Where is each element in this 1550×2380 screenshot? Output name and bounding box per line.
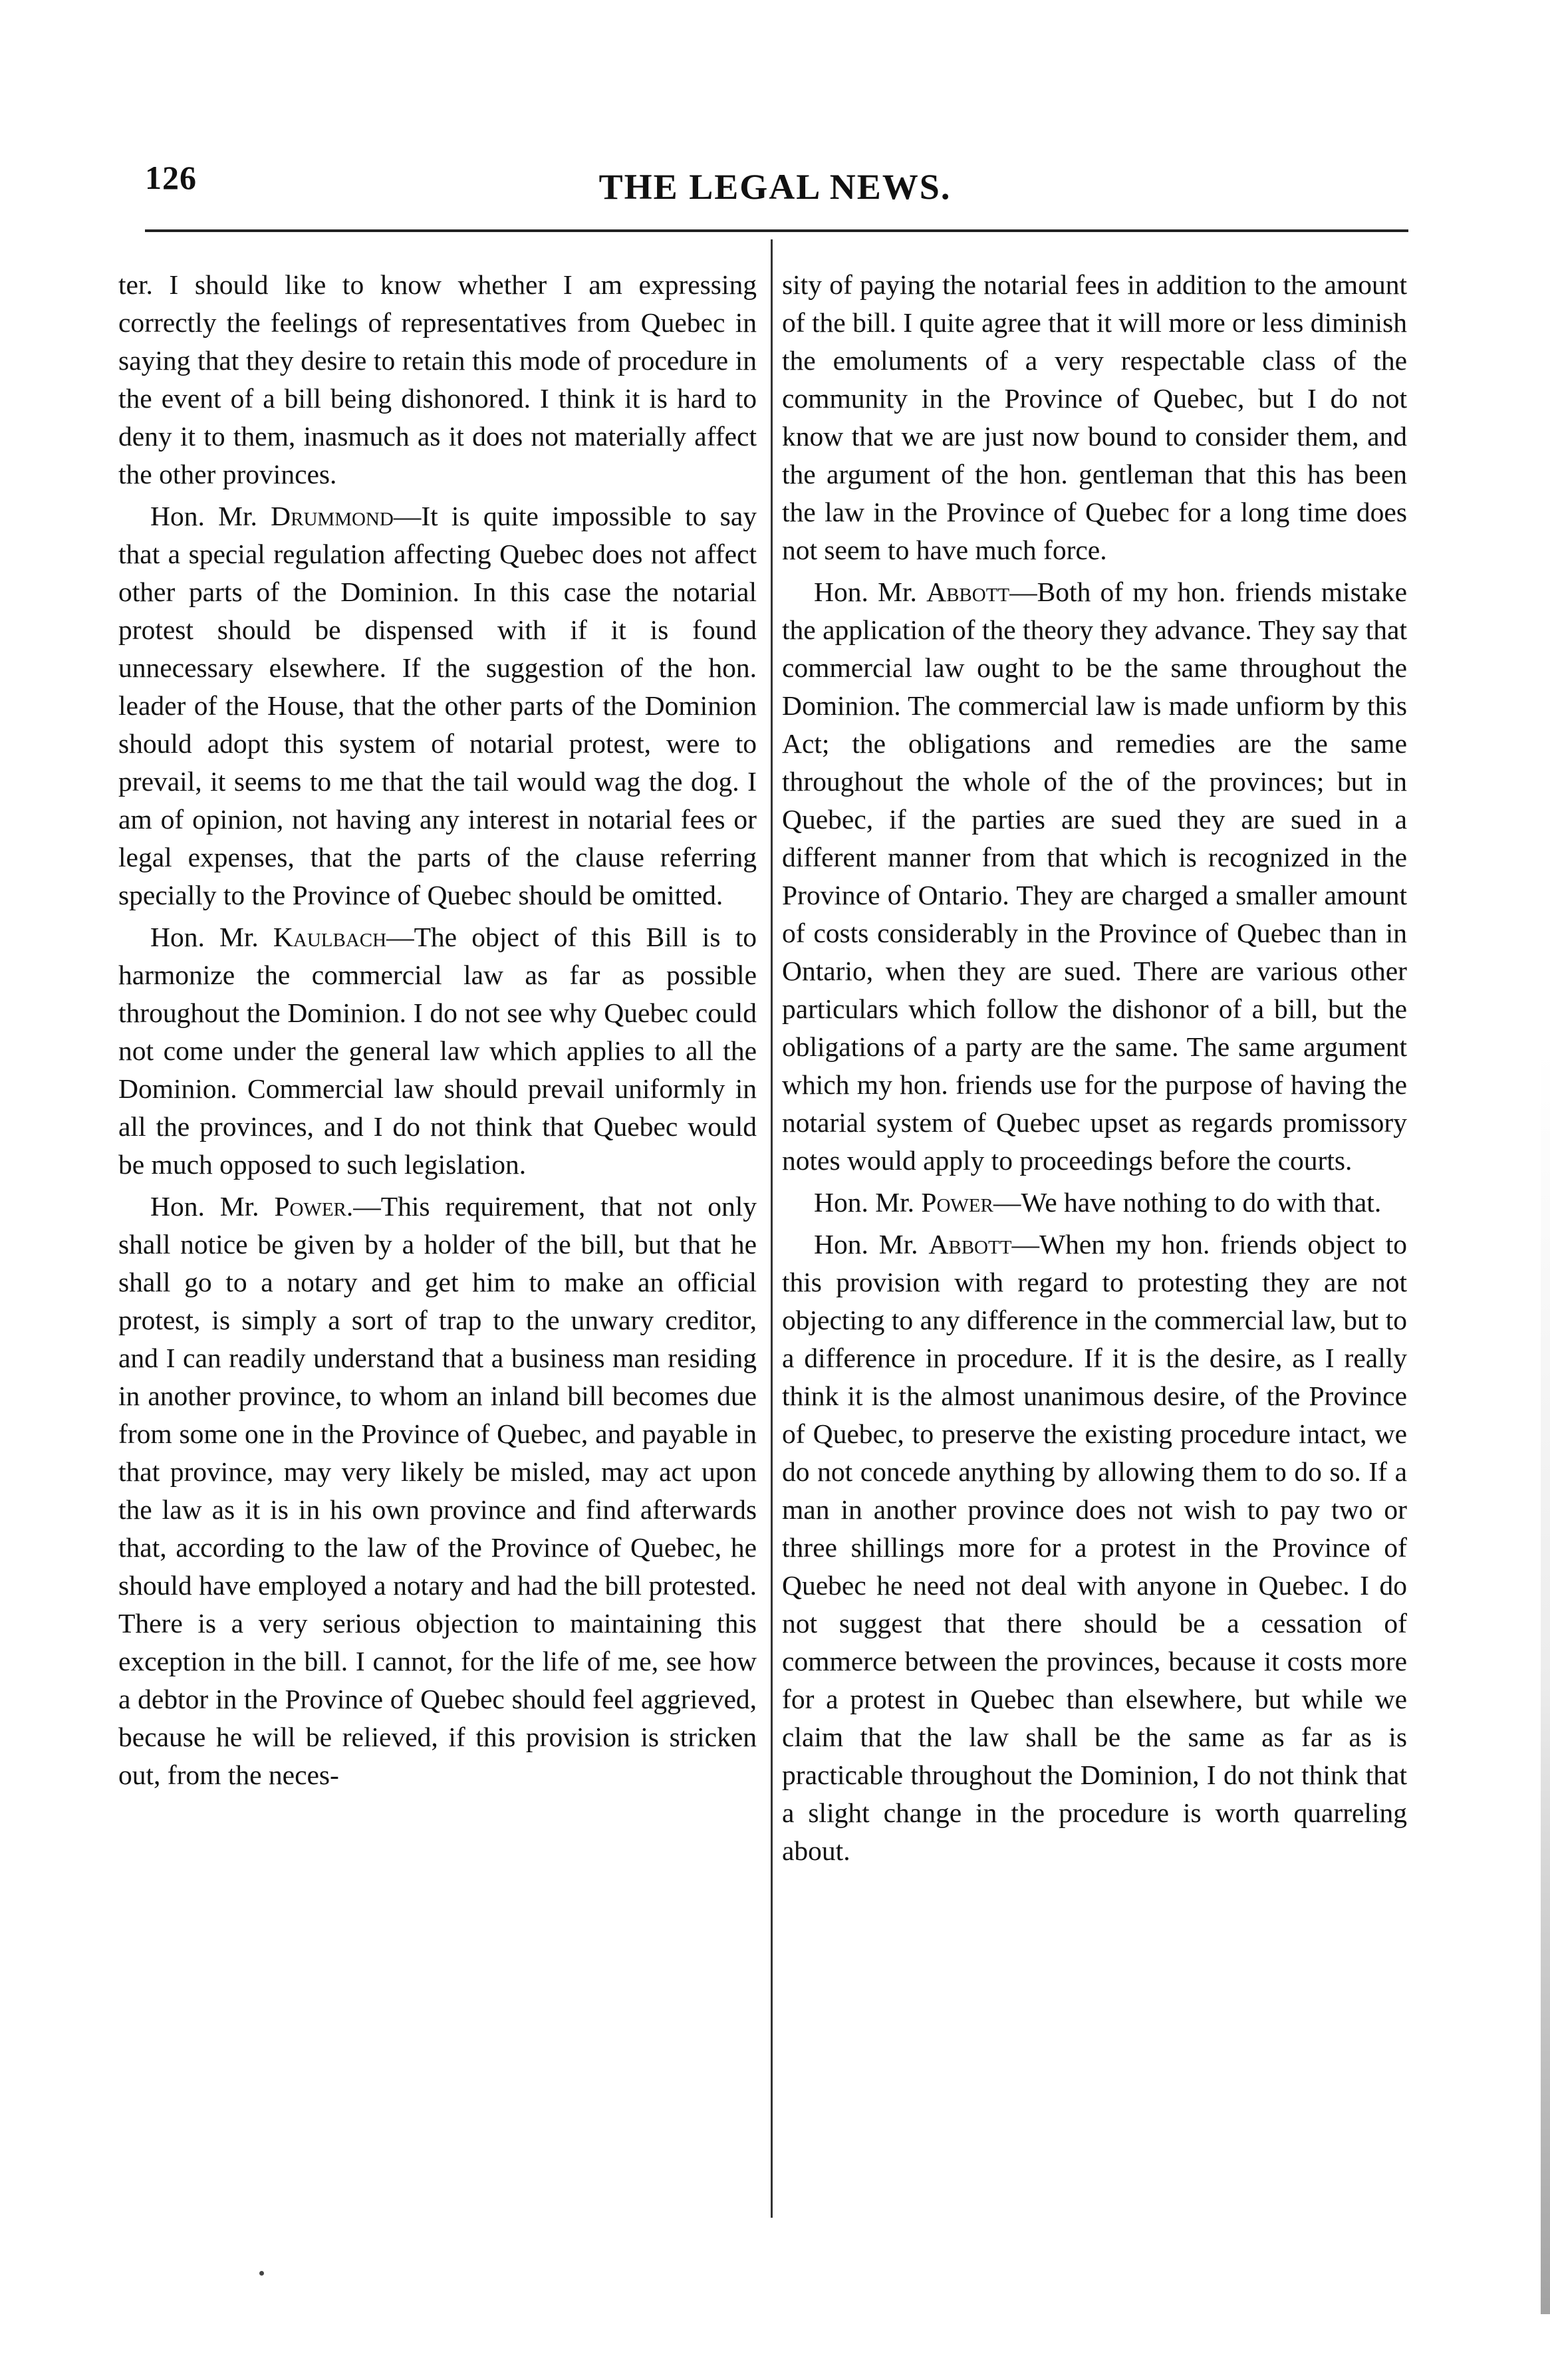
right-column bbox=[782, 266, 1407, 1874]
stray-mark bbox=[259, 2271, 264, 2276]
speaker-name: Abbott bbox=[928, 1229, 1012, 1259]
paragraph bbox=[118, 918, 757, 1184]
page-number: 126 bbox=[145, 159, 197, 196]
header-rule bbox=[145, 229, 1408, 232]
paragraph bbox=[118, 266, 757, 493]
page-edge-shadow bbox=[1541, 1051, 1550, 2314]
speaker-name: Abbott bbox=[926, 577, 1010, 607]
speaker-name: Power bbox=[921, 1187, 993, 1218]
paragraph-text: .—This requirement, that not only shall notice be given by a holder of the bill, but that he shall go to a notary and get him to make an official protest, is simply a sort of trap to the unwary creditor, and I can readily understand that a business man residing in another province, to whom an inland bill becomes due from some one in the Province of Quebec, and payable in that province, may very likely be misled, may act upon the law as it is in his own province and find afterwards that, according to the law of the Province of Quebec, he should have employed a notary and had the bill protested. There is a very serious objection to maintaining this exception in the bill. I cannot, for the life of me, see how a debtor in the Province of Quebec should feel aggrieved, because he will be relieved, if this provision is stricken out, from the neces- bbox=[118, 1191, 757, 1790]
running-title: THE LEGAL NEWS. bbox=[598, 167, 952, 207]
speaker-prefix: Hon. Mr. bbox=[814, 1187, 922, 1218]
speaker-prefix: Hon. Mr. bbox=[150, 1191, 275, 1222]
paragraph-text: —When my hon. friends object to this provision with regard to protesting they are not objecting to any difference in the commercial law, but to a difference in procedure. If it is the desire, as I really think it is the almost unanimous desire, of the Province of Quebec, to preserve the existing procedure intact, we do not concede anything by allowing them to do so. If a man in another province does not wish to pay two or three shillings more for a protest in the Province of Quebec he need not deal with anyone in Quebec. I do not suggest that there should be a cessation of commerce between the provinces, because it costs more for a protest in Quebec than elsewhere, but while we claim that the law shall be the same as far as is practicable throughout the Dominion, I do not think that a slight change in the procedure is worth quarreling about. bbox=[782, 1229, 1407, 1866]
column-rule bbox=[771, 239, 773, 2218]
paragraph-text: —It is quite impossible to say that a special regulation affecting Quebec does not affect other parts of the Dominion. In this case the notarial protest should be dispensed with if it is found unnecessary elsewhere. If the suggestion of the hon. leader of the House, that the other parts of the Dominion should adopt this system of notarial protest, were to prevail, it seems to me that the tail would wag the dog. I am of opinion, not having any interest in notarial fees or legal expenses, that the parts of the clause referring specially to the Province of Quebec should be omitted. bbox=[118, 501, 757, 910]
speaker-prefix: Hon. Mr. bbox=[150, 922, 273, 952]
left-column bbox=[118, 266, 757, 1798]
speaker-name: Drummond bbox=[271, 501, 394, 531]
paragraph-text: ter. I should like to know whether I am expressing correctly the feelings of representatives from Quebec in saying that they desire to retain this mode of procedure in the event of a bill being dishonored. I think it is hard to deny it to them, inasmuch as it does not materially affect the other provinces. bbox=[118, 269, 757, 489]
speaker-name: Power bbox=[274, 1191, 346, 1222]
paragraph-text: sity of paying the notarial fees in addition to the amount of the bill. I quite agree that it will more or less diminish the emoluments of a very respectable class of the community in the Province of Quebec, but I do not know that we are just now bound to consider them, and the argument of the hon. gentleman that this has been the law in the Province of Quebec for a long time does not seem to have much force. bbox=[782, 269, 1407, 565]
paragraph bbox=[782, 266, 1407, 569]
speaker-prefix: Hon. Mr. bbox=[814, 577, 927, 607]
paragraph bbox=[118, 497, 757, 914]
paragraph bbox=[782, 573, 1407, 1180]
paragraph-text: —The object of this Bill is to harmonize the commercial law as far as possible throughout the Dominion. I do not see why Quebec could not come under the general law which applies to all the Dominion. Commercial law should prevail uniformly in all the provinces, and I do not think that Quebec would be much opposed to such legislation. bbox=[118, 922, 757, 1180]
speaker-prefix: Hon. Mr. bbox=[814, 1229, 929, 1259]
paragraph bbox=[118, 1188, 757, 1794]
paragraph-text: —We have nothing to do with that. bbox=[993, 1187, 1382, 1218]
paragraph bbox=[782, 1184, 1407, 1222]
paragraph-text: —Both of my hon. friends mistake the application of the theory they advance. They say that commercial law ought to be the same throughout the Dominion. The commercial law is made unfiorm by this Act; the obligations and remedies are the same throughout the whole of the of the provinces; but in Quebec, if the parties are sued they are sued in a different manner from that which is recognized in the Province of Ontario. They are charged a smaller amount of costs considerably in the Province of Quebec than in Ontario, when they are sued. There are various other particulars which follow the dishonor of a bill, but the obligations of a party are the same. The same argument which my hon. friends use for the purpose of having the notarial system of Quebec upset as regards promissory notes would apply to proceedings before the courts. bbox=[782, 577, 1407, 1176]
speaker-prefix: Hon. Mr. bbox=[150, 501, 271, 531]
paragraph bbox=[782, 1226, 1407, 1870]
speaker-name: Kaulbach bbox=[273, 922, 387, 952]
